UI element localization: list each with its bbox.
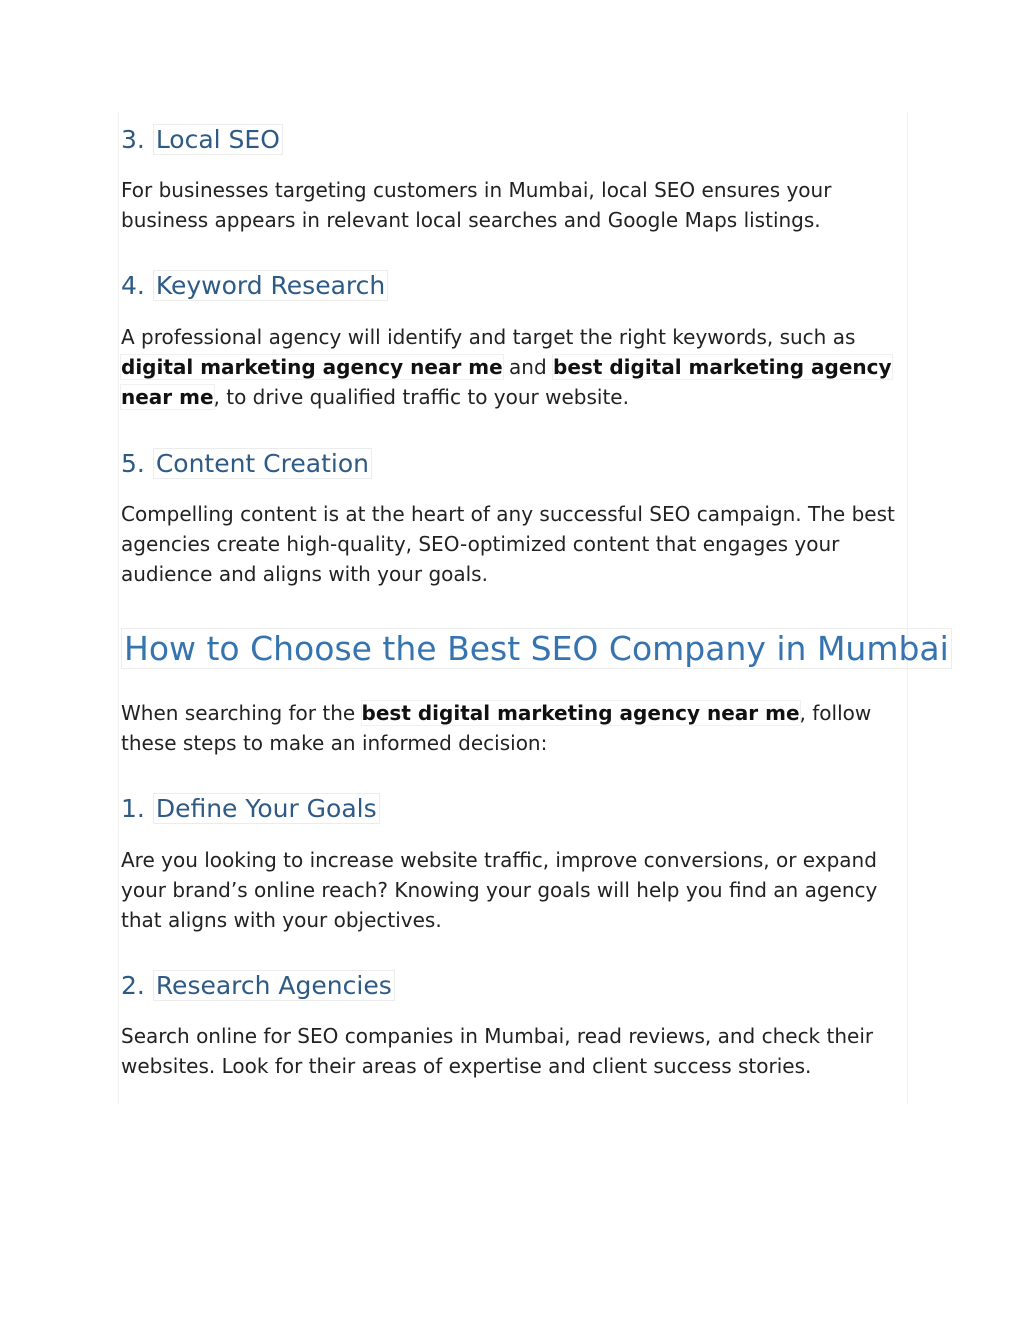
keyword-highlight: digital marketing agency near me — [121, 355, 503, 379]
section-content-creation — [121, 448, 906, 480]
heading-number: 3. — [121, 125, 145, 154]
heading-title: How to Choose the Best SEO Company in Mumbai — [121, 628, 952, 669]
text-segment: , to drive qualified traffic to your website. — [213, 385, 629, 409]
content-frame — [118, 112, 908, 1104]
paragraph-local-seo: For businesses targeting customers in Mumbai, local SEO ensures your business appears in relevant local searches and Google Maps listings. — [121, 178, 832, 232]
section-how-to-choose — [121, 627, 949, 671]
heading-number: 4. — [121, 271, 145, 300]
heading-keyword-research — [121, 270, 906, 302]
paragraph-choose-intro — [121, 698, 906, 758]
section-keyword-research — [121, 270, 906, 302]
heading-how-to-choose — [121, 627, 949, 671]
para-keyword-research-wrap — [121, 322, 906, 412]
heading-title: Local SEO — [153, 124, 283, 155]
section-research-agencies — [121, 970, 906, 1002]
paragraph-define-goals: Are you looking to increase website traffic, improve conversions, or expand your brand’s online reach? Knowing your goals will help you find an agency that aligns with your objectives. — [121, 848, 878, 932]
para-content-creation-wrap — [121, 499, 906, 589]
heading-content-creation — [121, 448, 906, 480]
para-local-seo-wrap — [121, 175, 906, 235]
paragraph-research-agencies: Search online for SEO companies in Mumbai, read reviews, and check their websites. Look for their areas of expertise and client success stories. — [121, 1024, 874, 1078]
heading-title: Content Creation — [153, 448, 372, 479]
heading-local-seo — [121, 124, 906, 156]
heading-title: Keyword Research — [153, 270, 388, 301]
para-research-agencies-wrap — [121, 1021, 906, 1081]
text-segment: A professional agency will identify and target the right keywords, such as — [121, 325, 856, 349]
paragraph-content-creation: Compelling content is at the heart of any successful SEO campaign. The best agencies create high-quality, SEO-optimized content that engages your audience and aligns with your goals. — [121, 502, 895, 586]
heading-title: Define Your Goals — [153, 793, 380, 824]
paragraph-keyword-research — [121, 322, 906, 412]
para-define-goals-wrap — [121, 845, 906, 935]
keyword-highlight: best digital marketing agency near me — [121, 355, 892, 409]
text-segment: , follow these steps to make an informed decision: — [121, 701, 872, 755]
heading-number: 5. — [121, 449, 145, 478]
heading-research-agencies — [121, 970, 906, 1002]
section-define-goals — [121, 793, 906, 825]
heading-number: 2. — [121, 971, 145, 1000]
heading-define-goals — [121, 793, 906, 825]
para-choose-intro-wrap — [121, 698, 906, 758]
text-segment: When searching for the — [121, 701, 362, 725]
text-segment: and — [502, 355, 554, 379]
keyword-highlight: best digital marketing agency near me — [361, 701, 800, 725]
section-local-seo — [121, 124, 906, 156]
heading-title: Research Agencies — [153, 970, 395, 1001]
heading-number: 1. — [121, 794, 145, 823]
